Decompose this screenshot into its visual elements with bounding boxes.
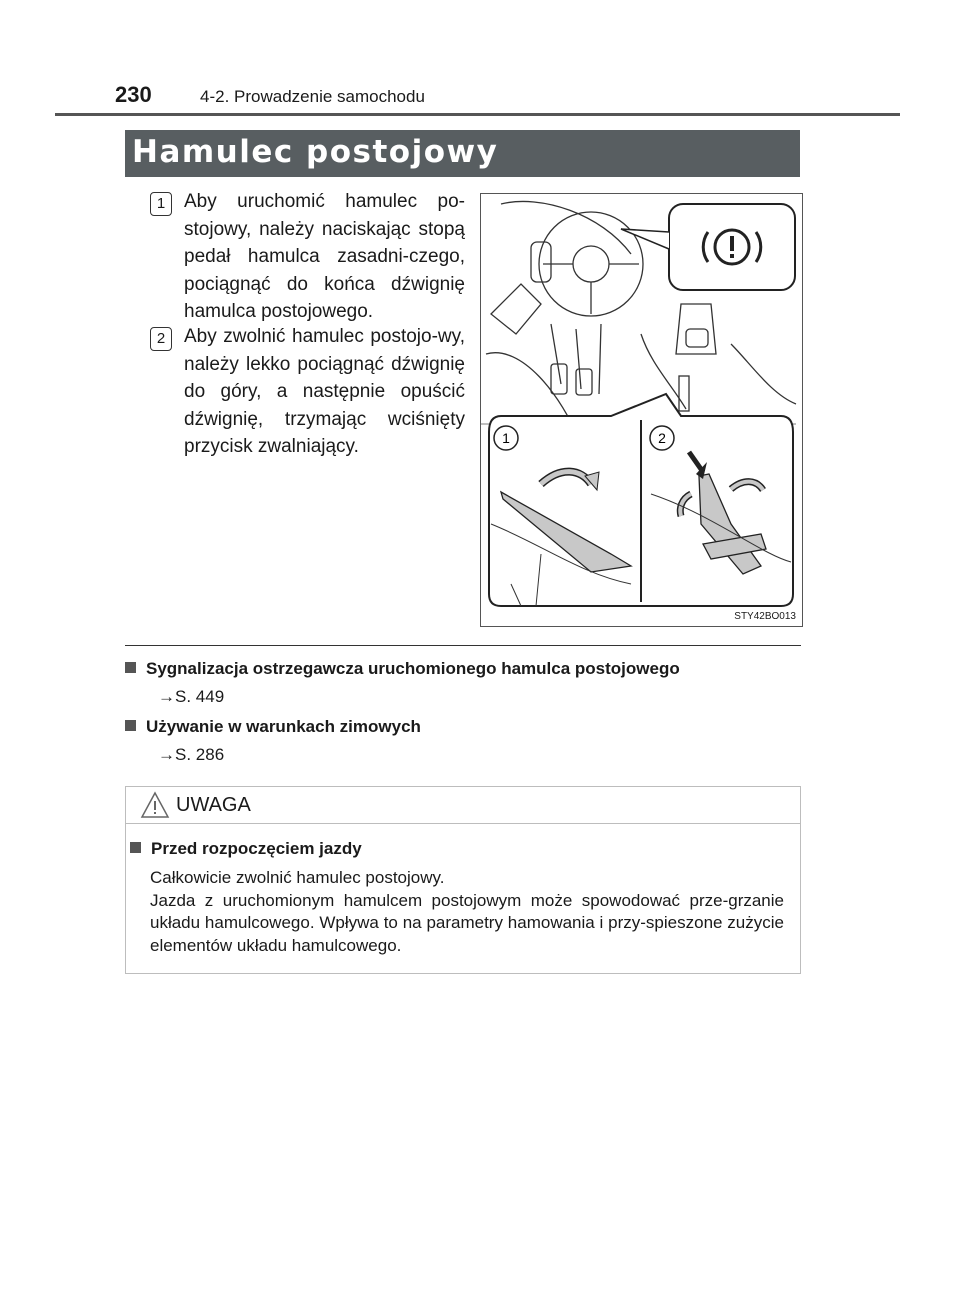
- note-heading-2: [125, 717, 421, 737]
- page-number: 230: [115, 82, 152, 107]
- page-header: [115, 82, 425, 108]
- note-heading-1: [125, 659, 680, 679]
- warning-subheading-text: Przed rozpoczęciem jazdy: [151, 839, 362, 858]
- section-divider: [125, 645, 801, 646]
- step-number: 2: [150, 327, 172, 351]
- square-bullet-icon: [130, 842, 141, 853]
- figure-code: STY42BO013: [734, 611, 796, 622]
- warning-line-1: Całkowicie zwolnić hamulec postojowy.: [150, 868, 445, 887]
- section-title: 4-2. Prowadzenie samochodu: [200, 87, 425, 106]
- note-heading-text: Sygnalizacja ostrzegawcza uruchomionego hamulca postojowego: [146, 659, 680, 678]
- step-2: [150, 323, 465, 461]
- step-number: 1: [150, 192, 172, 216]
- step-text: Aby uruchomić hamulec po-stojowy, należy naciskając stopą pedał hamulca zasadni-czego, pociągnąć do końca dźwignię hamulca postojowego.: [184, 191, 465, 322]
- page-reference[interactable]: →S. 449: [158, 687, 225, 706]
- illustration-drawing: [481, 194, 802, 626]
- warning-line-2: Jazda z uruchomionym hamulcem postojowym może spowodować prze-grzanie układu hamulcowego. Wpływa to na parametry hamowania i przy-spieszone zużycie elementów układu hamulcowego.: [150, 890, 784, 955]
- square-bullet-icon: [125, 662, 136, 673]
- note-heading-text: Używanie w warunkach zimowych: [146, 717, 421, 736]
- page-reference[interactable]: →S. 286: [158, 745, 225, 764]
- warning-subheading: [130, 839, 362, 859]
- header-rule: [55, 113, 900, 116]
- warning-label: UWAGA: [176, 794, 251, 816]
- step-1: [150, 188, 465, 326]
- warning-header: [126, 787, 800, 824]
- page-title: Hamulec postojowy: [132, 134, 499, 170]
- warning-box: [125, 786, 801, 974]
- callout-2-label: 2: [658, 430, 666, 446]
- warning-triangle-icon: [140, 791, 170, 819]
- square-bullet-icon: [125, 720, 136, 731]
- step-text: Aby zwolnić hamulec postojo-wy, należy lekko pociągnąć dźwignię do góry, a następnie opuścić dźwignię, trzymając wciśnięty przycisk zwalniający.: [184, 326, 465, 457]
- warning-body: [150, 867, 784, 957]
- parking-brake-illustration: [480, 193, 803, 627]
- callout-1-label: 1: [502, 430, 510, 446]
